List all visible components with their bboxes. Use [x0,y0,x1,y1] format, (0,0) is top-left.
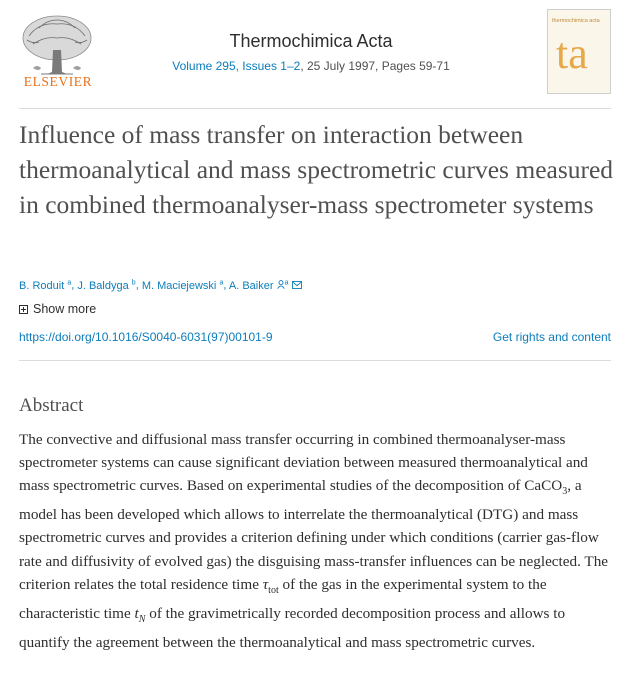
abstract-body: The convective and diffusional mass transfer occurring in combined thermoanalyser-mass spectrometer systems can cause significant deviation between measured thermoanalytical and mass spectrometric curves. Based on experimental studies of the decomposition of CaCO$_3$, a model has been developed which allows to interrelate the thermoanalytical (DTG) and mass spectrometric curves and provides a criterion defining under which conditions (carrier gas-flow rate and diffusivity of evolved gas) the disguising mass-transfer influences can be neglected. The criterion relates the total residence time $\tau_{tot}$ of the gas in the experimental system to the characteristic time $t_N$ of the gravimetrically recorded decomposition process and allows to quantify the agreement between the thermoanalytical and mass spectrometric curves. [19,431,609,651]
volume-issue-link[interactable]: Volume 295, Issues 1–2 [172,59,301,73]
author-link[interactable]: B. Roduit $^a$ [19,279,72,292]
header-divider [19,108,611,109]
journal-issue-info [100,59,522,73]
journal-title[interactable]: Thermochimica Acta [229,31,393,51]
article-title: Influence of mass transfer on interaction between thermoanalytical and mass spectrometric curves measured in combined thermoanalyser-mass spectrometer systems [19,120,614,219]
show-more-label: Show more [33,302,97,316]
elsevier-wordmark: ELSEVIER [23,74,93,89]
doi-link[interactable]: https://doi.org/10.1016/S0040-6031(97)00101-9 [19,330,273,344]
cover-monogram: ta [556,29,588,78]
author-link[interactable]: M. Maciejewski $^a$ [141,279,224,292]
issue-date-pages: , 25 July 1997, Pages 59-71 [300,59,450,73]
author-list: B. Roduit $^a$, J. Baldyga $^b$, M. Maciejewski $^a$, A. Baiker $^a$ [19,279,611,292]
show-more-button[interactable] [19,302,96,316]
plus-square-icon [19,305,28,314]
get-rights-link[interactable]: Get rights and content [492,330,611,344]
section-divider [19,360,611,361]
abstract-heading: Abstract [19,395,84,416]
email-icon[interactable] [292,281,302,289]
cover-journal-label: thermochimica acta [552,18,600,24]
author-link[interactable]: J. Baldyga $^b$ [77,279,136,292]
journal-cover-thumbnail[interactable] [547,9,611,94]
person-icon [277,280,285,289]
author-link[interactable]: A. Baiker $^a$ [229,280,302,292]
